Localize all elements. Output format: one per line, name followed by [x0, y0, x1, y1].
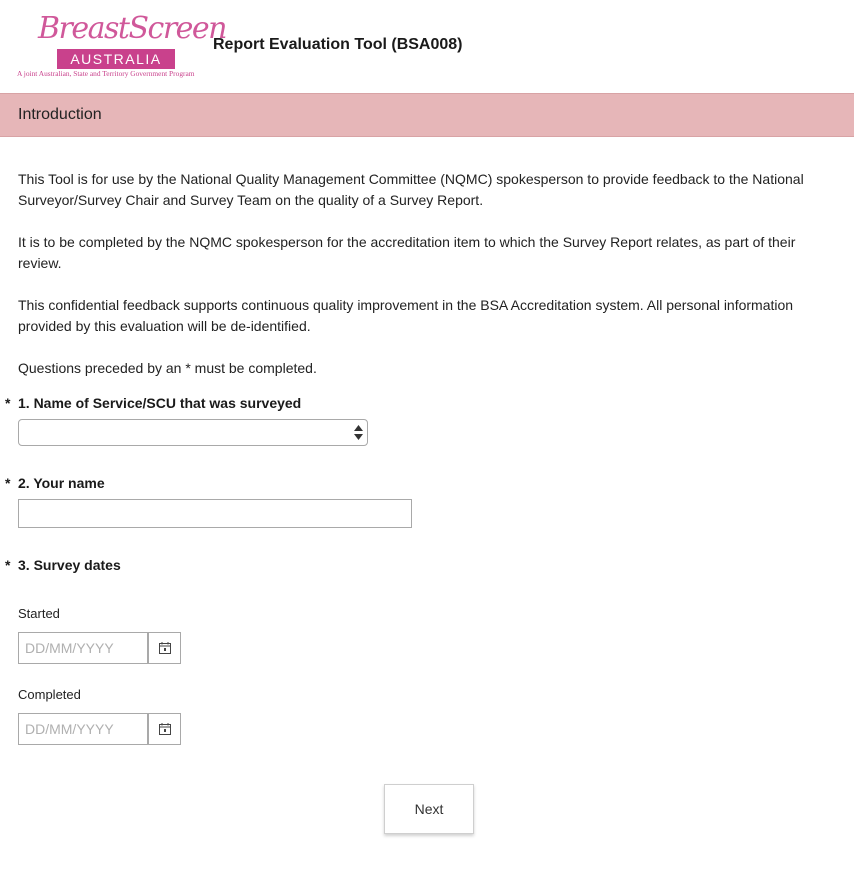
- page-header: [0, 0, 854, 93]
- completed-calendar-button[interactable]: [148, 713, 181, 745]
- intro-paragraph: It is to be completed by the NQMC spokesperson for the accreditation item to which the Survey Report relates, as part of their review.: [18, 234, 796, 271]
- started-calendar-button[interactable]: [148, 632, 181, 664]
- page-title: Report Evaluation Tool (BSA008): [213, 36, 463, 53]
- question-text: 3. Survey dates: [18, 557, 121, 573]
- required-marker: *: [5, 395, 11, 411]
- select-arrows-icon: [354, 425, 363, 440]
- calendar-icon: [159, 642, 171, 654]
- logo-box-text: AUSTRALIA: [57, 49, 175, 69]
- question-name-label: [5, 475, 105, 491]
- question-dates-label: [5, 557, 121, 573]
- your-name-input[interactable]: [18, 499, 412, 528]
- question-text: 2. Your name: [18, 475, 105, 491]
- started-label: Started: [18, 606, 60, 621]
- logo-script-text: BreastScreen: [38, 11, 227, 46]
- required-note: Questions preceded by an * must be completed.: [18, 360, 317, 376]
- started-date-input[interactable]: [18, 632, 148, 664]
- completed-date-input[interactable]: [18, 713, 148, 745]
- completed-label: Completed: [18, 687, 81, 702]
- required-marker: *: [5, 557, 11, 573]
- calendar-icon: [159, 723, 171, 735]
- required-marker: *: [5, 475, 11, 491]
- intro-paragraph: This Tool is for use by the National Quality Management Committee (NQMC) spokesperson to provide feedback to the National Surveyor/Survey Chair and Survey Team on the quality of a Survey Report.: [18, 171, 804, 208]
- logo-subtitle: A joint Australian, State and Territory Government Program: [17, 69, 195, 78]
- service-select[interactable]: [18, 419, 368, 446]
- next-button[interactable]: Next: [384, 784, 474, 834]
- intro-paragraph: This confidential feedback supports continuous quality improvement in the BSA Accreditation system. All personal information provided by this evaluation will be de-identified.: [18, 297, 794, 334]
- breastscreen-logo: [16, 10, 227, 82]
- section-header: [0, 93, 854, 137]
- question-text: 1. Name of Service/SCU that was surveyed: [18, 395, 302, 411]
- question-service-label: [5, 395, 301, 411]
- section-title: Introduction: [18, 106, 102, 123]
